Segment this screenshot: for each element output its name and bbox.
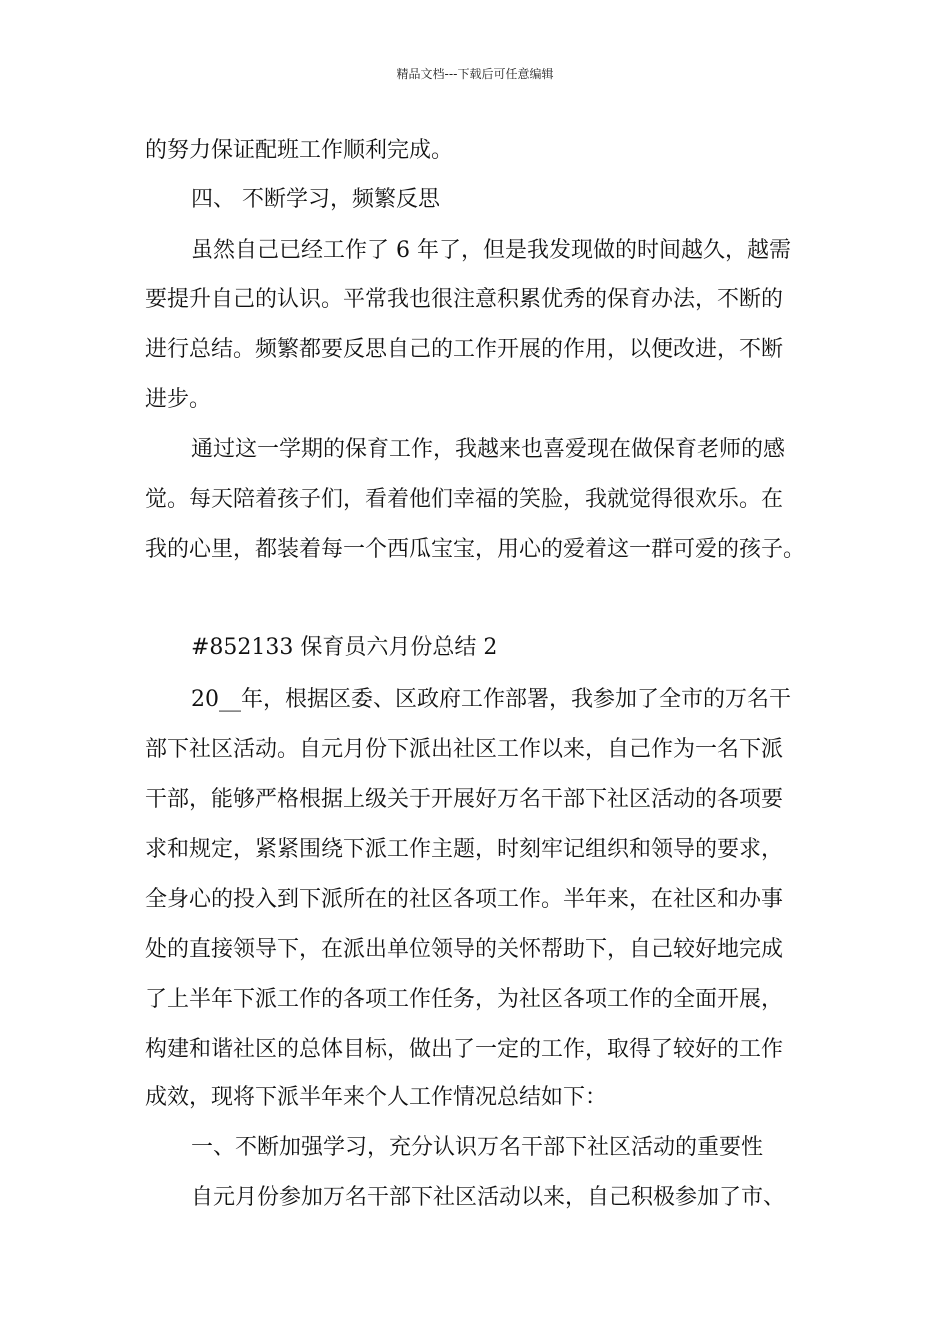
- text-line: 的努力保证配班工作顺利完成。: [145, 138, 454, 163]
- text-line: 部下社区活动。自元月份下派出社区工作以来，自己作为一名下派: [145, 737, 784, 762]
- text-line: 我的心里，都装着每一个西瓜宝宝，用心的爱着这一群可爱的孩子。: [145, 537, 806, 562]
- text-line: 虽然自己已经工作了 6 年了，但是我发现做的时间越久，越需: [191, 238, 791, 263]
- text-line: 自元月份参加万名干部下社区活动以来，自己积极参加了市、: [191, 1185, 786, 1210]
- text-line: 通过这一学期的保育工作，我越来也喜爱现在做保育老师的感: [191, 437, 786, 462]
- section-title: #852133 保育员六月份总结 2: [191, 635, 498, 660]
- text-line: 全身心的投入到下派所在的社区各项工作。半年来，在社区和办事: [145, 887, 784, 912]
- text-line: 要提升自己的认识。平常我也很注意积累优秀的保育办法，不断的: [145, 287, 784, 312]
- text-line: 20__年，根据区委、区政府工作部署，我参加了全市的万名干: [191, 687, 791, 712]
- text-line: 干部，能够严格根据上级关于开展好万名干部下社区活动的各项要: [145, 787, 784, 812]
- section-heading: 一、不断加强学习，充分认识万名干部下社区活动的重要性: [191, 1135, 764, 1160]
- text-line: 觉。每天陪着孩子们，看着他们幸福的笑脸，我就觉得很欢乐。在: [145, 487, 784, 512]
- text-line: 处的直接领导下，在派出单位领导的关怀帮助下，自己较好地完成: [145, 937, 784, 962]
- text-line: 求和规定，紧紧围绕下派工作主题，时刻牢记组织和领导的要求，: [145, 837, 784, 862]
- text-line: 了上半年下派工作的各项工作任务，为社区各项工作的全面开展，: [145, 987, 784, 1012]
- text-line: 进行总结。频繁都要反思自己的工作开展的作用，以便改进，不断: [145, 337, 784, 362]
- section-heading: 四、 不断学习，频繁反思: [191, 187, 440, 212]
- text-line: 成效，现将下派半年来个人工作情况总结如下：: [145, 1085, 608, 1110]
- page-header: 精品文档---下载后可任意编辑: [396, 67, 554, 81]
- text-line: 构建和谐社区的总体目标，做出了一定的工作，取得了较好的工作: [145, 1037, 784, 1062]
- text-line: 进步。: [145, 387, 212, 412]
